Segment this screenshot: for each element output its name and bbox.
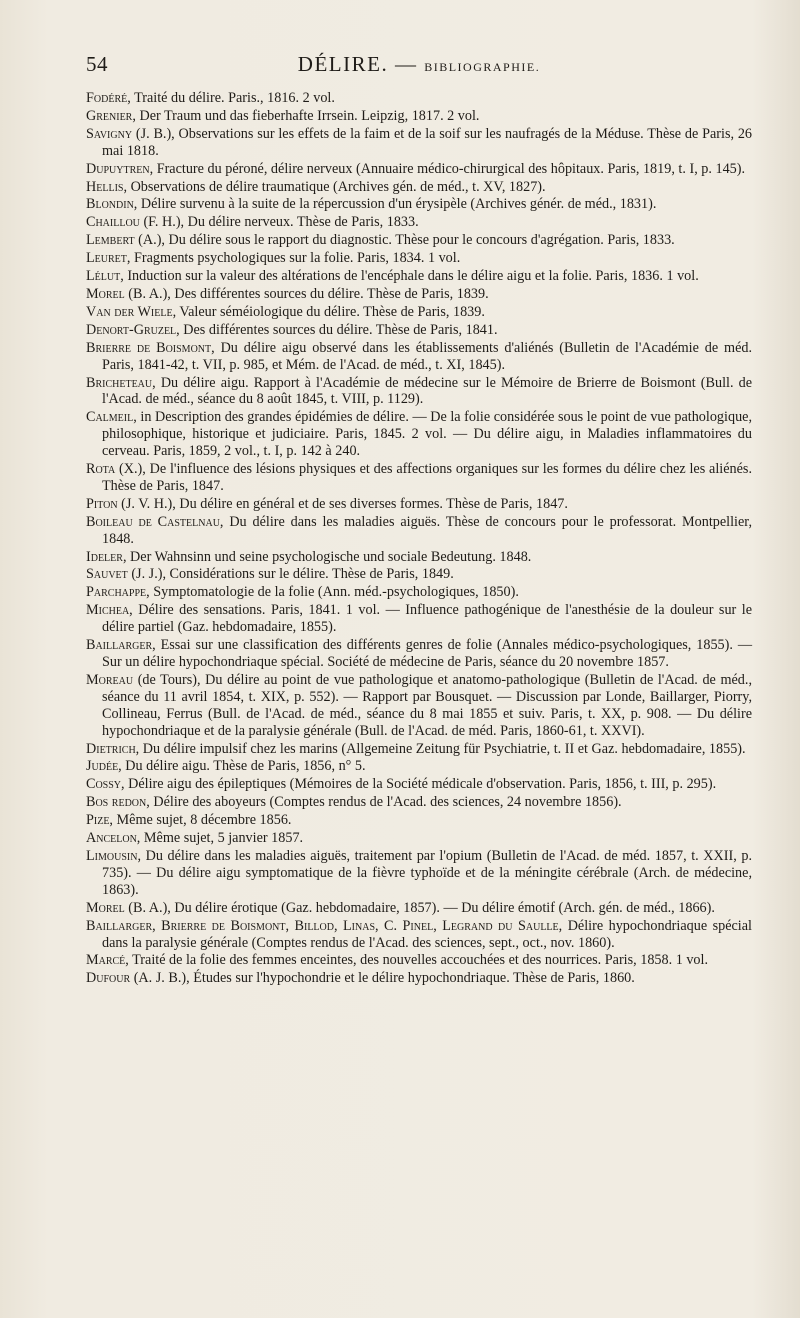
- entry-text: Des différentes sources du délire. Thèse de Paris, 1841.: [183, 321, 498, 338]
- page-number: 54: [86, 52, 108, 76]
- entry-text: Du délire dans les maladies aiguës. Thèse de concours pour le professorat. Montpellier, 1848.: [102, 513, 752, 547]
- bibliography-entry: [86, 196, 752, 213]
- entry-author: Sauvet: [86, 566, 128, 583]
- entry-author: Cossy,: [86, 776, 125, 793]
- entry-text: Du délire dans les maladies aiguës, traitement par l'opium (Bulletin de l'Acad. de méd. 1857, t. XXII, p. 735). — Du délire aigu symptomatique de la fièvre typhoïde et de la méningite cérébrale (Arch. de médecine, 1863).: [102, 847, 753, 898]
- bibliography-entry: [86, 340, 752, 374]
- entry-text: Délire survenu à la suite de la répercussion d'un érysipèle (Archives génér. de méd., 1831).: [140, 196, 657, 213]
- entry-author: Hellis,: [86, 178, 128, 195]
- bibliography-entry: [86, 108, 752, 125]
- entry-author: Morel: [86, 285, 125, 302]
- entry-author: Bos redon,: [86, 794, 150, 811]
- bibliography-entry: [86, 268, 752, 285]
- bibliography-entry: [86, 250, 752, 267]
- entry-text: (B. A.), Des différentes sources du délire. Thèse de Paris, 1839.: [128, 285, 489, 302]
- entry-text: (A. J. B.), Études sur l'hypochondrie et le délire hypochondriaque. Thèse de Paris, 1860.: [133, 970, 635, 987]
- bibliography-entry: [86, 794, 752, 811]
- page-header: [86, 52, 752, 82]
- entry-author: Van der Wiele,: [86, 303, 177, 320]
- bibliography-entry: [86, 900, 752, 917]
- entry-text: Du délire impulsif chez les marins (Allgemeine Zeitung für Psychiatrie, t. II et Gaz. hebdomadaire, 1855).: [142, 740, 746, 757]
- running-head-subtitle: BIBLIOGRAPHIE.: [424, 60, 541, 74]
- entry-text: Essai sur une classification des différents genres de folie (Annales médico-psychologiques, 1855). — Sur un délire hypochondriaque spécial. Société de médecine de Paris, séance du 20 novembre 1857.: [102, 637, 753, 670]
- bibliography-entry: [86, 584, 752, 601]
- entry-text: (J. V. H.), Du délire en général et de ses diverses formes. Thèse de Paris, 1847.: [121, 495, 568, 512]
- entry-author: Dufour: [86, 970, 131, 987]
- bibliography-entry: [86, 514, 752, 548]
- running-head-separator: —: [394, 52, 418, 76]
- bibliography-entry: [86, 232, 752, 249]
- entry-author: Blondin,: [86, 196, 138, 213]
- entry-text: Délire des sensations. Paris, 1841. 1 vol. — Influence pathogénique de l'anesthésie de la douleur sur le délire partiel (Gaz. hebdomadaire, 1855).: [102, 602, 753, 636]
- entry-author: Limousin,: [86, 847, 141, 864]
- entry-text: Traité de la folie des femmes enceintes, des nouvelles accouchées et des nourrices. Paris, 1858. 1 vol.: [132, 952, 709, 969]
- running-head: [86, 52, 752, 77]
- bibliography-entry: [86, 830, 752, 847]
- entry-text: Du délire aigu observé dans les établissements d'aliénés (Bulletin de l'Académie de méd. Paris, 1841-42, t. VII, p. 985, et Mém. de l'Acad. de méd., t. XI, 1845).: [102, 339, 753, 373]
- entry-text: in Description des grandes épidémies de délire. — De la folie considérée sous le point de vue pathologique, philosophique, historique et judiciaire. Paris, 1845. 2 vol. — Du délire aigu, in Maladies inflammatoires du cerveau. Paris, 1859, 2 vol., t. I, p. 142 à 240.: [102, 409, 753, 460]
- entry-text: Fragments psychologiques sur la folie. Paris, 1834. 1 vol.: [133, 250, 461, 267]
- entry-author: Chaillou: [86, 214, 140, 231]
- entry-text: Du délire aigu. Thèse de Paris, 1856, n° 5.: [125, 758, 366, 775]
- bibliography-entry: [86, 90, 752, 107]
- bibliography-entry: [86, 741, 752, 758]
- entry-text: Der Traum und das fieberhafte Irrsein. Leipzig, 1817. 2 vol.: [139, 107, 480, 124]
- bibliography-entry: [86, 126, 752, 160]
- entry-author: Dietrich,: [86, 740, 140, 757]
- entry-text: (A.), Du délire sous le rapport du diagnostic. Thèse pour le concours d'agrégation. Paris, 1833.: [138, 232, 675, 249]
- entry-text: (J. B.), Observations sur les effets de la faim et de la soif sur les naufragés de la Méduse. Thèse de Paris, 26 mai 1818.: [102, 125, 753, 159]
- bibliography-entry: [86, 848, 752, 899]
- entry-author: Baillarger, Brierre de Boismont, Billod, Linas, C. Pinel, Legrand du Saulle,: [86, 917, 563, 934]
- bibliography-entry: [86, 566, 752, 583]
- entry-text: Délire hypochondriaque spécial dans la paralysie générale (Comptes rendus de l'Acad. des sciences, sept., oct., nov. 1860).: [102, 917, 752, 951]
- entry-text: Der Wahnsinn und seine psychologische und sociale Bedeutung. 1848.: [130, 548, 532, 565]
- entry-text: Fracture du péroné, délire nerveux (Annuaire médico-chirurgical des hôpitaux. Paris, 1819, t. I, p. 145).: [156, 160, 746, 177]
- entry-author: Marcé,: [86, 952, 129, 969]
- entry-author: Moreau: [86, 671, 134, 688]
- entry-text: (de Tours), Du délire au point de vue pathologique et anatomo-pathologique (Bulletin de l'Acad. de méd., séance du 11 avril 1854, t. XIX, p. 552). — Rapport par Bousquet. — Discussion par Londe, Baillarger, Piorry, Collineau, Ferrus (Bull. de l'Acad. de méd., séance du 8 mai 1855 et suiv. Paris, t. XX, p. 908. — Du délire hypochondriaque et de la paralysie générale (Bull. de l'Acad. de méd. Paris, 1860-61, t. XXVI).: [102, 671, 752, 739]
- bibliography-entry: [86, 375, 752, 409]
- entry-text: (B. A.), Du délire érotique (Gaz. hebdomadaire, 1857). — Du délire émotif (Arch. gén. de méd., 1866).: [128, 899, 715, 916]
- entry-text: Traité du délire. Paris., 1816. 2 vol.: [134, 90, 335, 106]
- entry-text: (J. J.), Considérations sur le délire. Thèse de Paris, 1849.: [131, 566, 454, 583]
- entry-author: Lembert: [86, 232, 135, 249]
- bibliography-entry: [86, 776, 752, 793]
- bibliography-entry: [86, 637, 752, 671]
- entry-author: Calmeil,: [86, 409, 137, 426]
- bibliography-entry: [86, 161, 752, 178]
- entry-author: Savigny: [86, 125, 133, 142]
- entry-author: Pize,: [86, 812, 113, 829]
- entry-author: Baillarger,: [86, 637, 156, 654]
- bibliography-entry: [86, 214, 752, 231]
- entry-author: Boileau de Castelnau,: [86, 513, 224, 530]
- bibliography-entry: [86, 812, 752, 829]
- entry-author: Piton: [86, 495, 118, 512]
- entry-text: (F. H.), Du délire nerveux. Thèse de Paris, 1833.: [143, 214, 419, 231]
- entry-text: Observations de délire traumatique (Archives gén. de méd., t. XV, 1827).: [130, 178, 546, 195]
- entry-author: Fodéré,: [86, 90, 131, 106]
- entry-text: Induction sur la valeur des altérations de l'encéphale dans le délire aigu et la folie. Paris, 1836. 1 vol.: [127, 268, 699, 285]
- bibliography-entry: [86, 179, 752, 196]
- bibliography-entry: [86, 952, 752, 969]
- entry-text: Délire aigu des épileptiques (Mémoires de la Société médicale d'observation. Paris, 1856, t. III, p. 295).: [128, 776, 717, 793]
- bibliography-entry: [86, 672, 752, 740]
- entry-author: Bricheteau,: [86, 374, 156, 391]
- bibliography-entry: [86, 461, 752, 495]
- entry-author: Judée,: [86, 758, 122, 775]
- entry-text: Symptomatologie de la folie (Ann. méd.-psychologiques, 1850).: [153, 584, 519, 601]
- entry-author: Michea,: [86, 602, 133, 619]
- bibliography-entry: [86, 602, 752, 636]
- entry-text: (X.), De l'influence des lésions physiques et des affections organiques sur les formes du délire chez les aliénés. Thèse de Paris, 1847.: [102, 461, 752, 494]
- bibliography-entry: [86, 970, 752, 987]
- entry-author: Brierre de Boismont,: [86, 339, 215, 356]
- bibliography-entry: [86, 409, 752, 460]
- entry-text: Même sujet, 5 janvier 1857.: [143, 830, 304, 847]
- entry-author: Grenier,: [86, 107, 136, 124]
- entry-text: Délire des aboyeurs (Comptes rendus de l'Acad. des sciences, 24 novembre 1856).: [153, 794, 622, 811]
- entry-author: Lélut,: [86, 268, 124, 285]
- entry-author: Rota: [86, 461, 116, 478]
- entry-author: Dupuytren,: [86, 160, 154, 177]
- entry-text: Du délire aigu. Rapport à l'Académie de médecine sur le Mémoire de Brierre de Boismont (Bull. de l'Acad. de méd., séance du 8 août 1845, t. VIII, p. 1129).: [102, 374, 753, 408]
- bibliography-entry: [86, 758, 752, 775]
- entry-text: Même sujet, 8 décembre 1856.: [116, 812, 292, 829]
- bibliography-entry: [86, 322, 752, 339]
- entry-author: Morel: [86, 899, 125, 916]
- entry-author: Denort-Gruzel,: [86, 321, 180, 338]
- bibliography-entry: [86, 918, 752, 952]
- entry-author: Ideler,: [86, 548, 127, 565]
- bibliography-entry: [86, 496, 752, 513]
- entry-author: Leuret,: [86, 250, 131, 267]
- entry-author: Ancelon,: [86, 830, 141, 847]
- running-head-title: DÉLIRE.: [297, 52, 389, 76]
- entry-text: Valeur séméiologique du délire. Thèse de Paris, 1839.: [179, 303, 485, 320]
- bibliography-entry: [86, 549, 752, 566]
- bibliography-entry: [86, 304, 752, 321]
- bibliography-list: [86, 90, 752, 988]
- entry-author: Parchappe,: [86, 584, 150, 601]
- bibliography-entry: [86, 286, 752, 303]
